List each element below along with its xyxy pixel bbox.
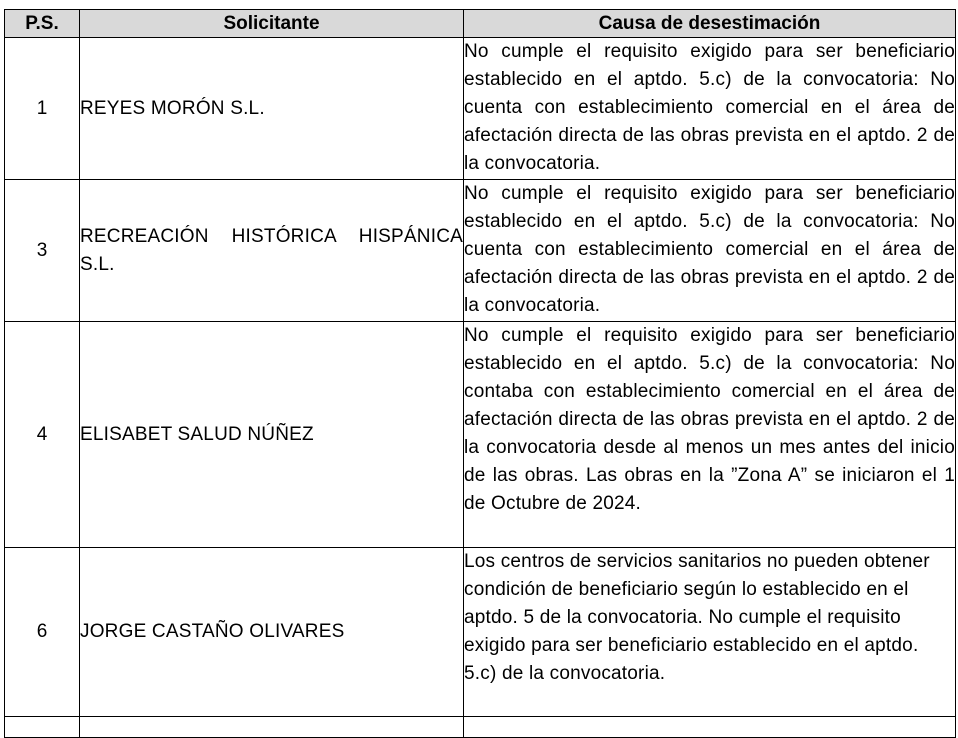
row-solicitante: JORGE CASTAÑO OLIVARES [80, 548, 464, 717]
desestimation-table [4, 9, 956, 738]
table-row [5, 180, 956, 322]
table-row [5, 38, 956, 180]
table-header-row [5, 10, 956, 38]
table-row [5, 322, 956, 548]
row-ps: 6 [5, 548, 80, 717]
header-ps: P.S. [5, 10, 80, 38]
row-causa: No cumple el requisito exigido para ser beneficiario establecido en el aptdo. 5.c) de la convocatoria: No cuenta con establecimiento comercial en el área de afectación directa de las obras prevista en el aptdo. 2 de la convocatoria. [464, 180, 956, 322]
row-solicitante: RECREACIÓN HISTÓRICA HISPÁNICA S.L. [80, 180, 464, 322]
row-ps: 1 [5, 38, 80, 180]
row-solicitante: REYES MORÓN S.L. [80, 38, 464, 180]
row-causa: No cumple el requisito exigido para ser beneficiario establecido en el aptdo. 5.c) de la convocatoria: No contaba con establecimiento comercial en el área de afectación directa de las obras prevista en el aptdo. 2 de la convocatoria desde al menos un mes antes del inicio de las obras. Las obras en la ”Zona A” se iniciaron el 1 de Octubre de 2024. [464, 322, 956, 548]
row-causa-empty [464, 717, 956, 738]
row-causa: No cumple el requisito exigido para ser beneficiario establecido en el aptdo. 5.c) de la convocatoria: No cuenta con establecimiento comercial en el área de afectación directa de las obras prevista en el aptdo. 2 de la convocatoria. [464, 38, 956, 180]
row-solicitante-empty [80, 717, 464, 738]
row-ps: 4 [5, 322, 80, 548]
table-row [5, 548, 956, 717]
table-row-partial [5, 717, 956, 738]
row-ps-empty [5, 717, 80, 738]
header-causa: Causa de desestimación [464, 10, 956, 38]
row-solicitante: ELISABET SALUD NÚÑEZ [80, 322, 464, 548]
header-solicitante: Solicitante [80, 10, 464, 38]
row-causa: Los centros de servicios sanitarios no pueden obtener condición de beneficiario según lo establecido en el aptdo. 5 de la convocatoria. No cumple el requisito exigido para ser beneficiario establecido en el aptdo. 5.c) de la convocatoria. [464, 548, 956, 717]
row-ps: 3 [5, 180, 80, 322]
